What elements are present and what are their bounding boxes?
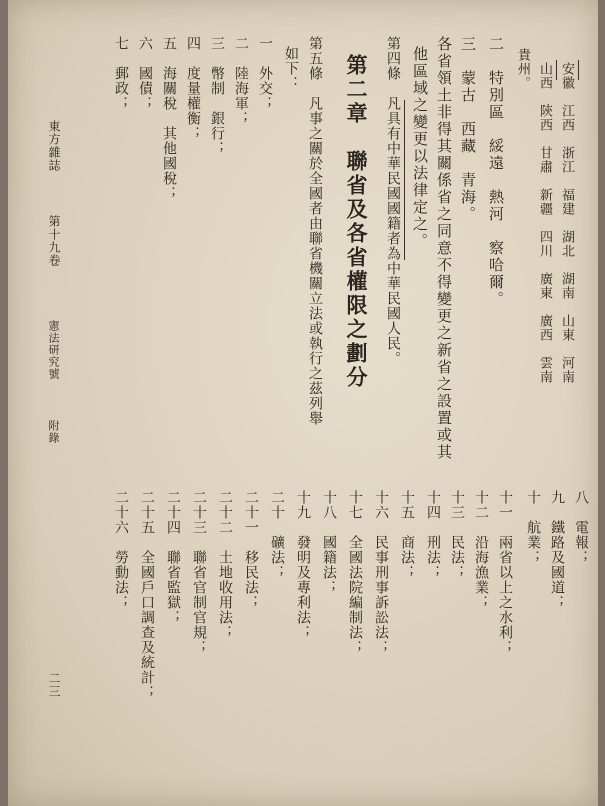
- enum-item: 十六 民事刑事訴訟法；: [373, 490, 389, 655]
- enum-item: 二十三 聯省官制官規；: [191, 490, 207, 655]
- enum-item: 五 海關稅 其他國稅；: [161, 36, 177, 201]
- enum-item: 九 鐵路及國道；: [549, 490, 565, 610]
- underline-rule: [578, 60, 579, 80]
- paragraph-territory: 各省領土非得其關係省之同意不得變更之新省之設置或其: [435, 36, 453, 461]
- enum-item: 十八 國籍法；: [321, 490, 337, 595]
- province-list-line: 山西 陝西 甘肅 新疆 四川 廣東 廣西 雲南: [537, 62, 552, 384]
- enum-item: 八 電報；: [573, 490, 589, 565]
- clause-special-regions: 二 特別區 綏遠 熱河 察哈爾。: [487, 36, 505, 308]
- enum-item: 二十六 勞動法；: [113, 490, 129, 610]
- enum-item: 十二 沿海漁業；: [473, 490, 489, 610]
- enum-item: 六 國債；: [137, 36, 153, 111]
- enum-item: 二 陸海軍；: [233, 36, 249, 126]
- article-5-cont: 如下：: [283, 46, 299, 91]
- enum-item: 十四 刑法；: [425, 490, 441, 580]
- page-number: 二三: [47, 672, 61, 698]
- article-5: 第五條 凡事之關於全國者由聯省機關立法或執行之茲列舉: [307, 36, 323, 426]
- enum-item: 二十四 聯省監獄；: [165, 490, 181, 625]
- enum-item: 一 外交；: [257, 36, 273, 111]
- enum-item: 三 幣制 銀行；: [209, 36, 225, 156]
- enum-item: 十七 全國法院編制法；: [347, 490, 363, 655]
- running-head-issue: 憲法研究號: [47, 320, 60, 380]
- enum-item: 二十二 土地收用法；: [217, 490, 233, 640]
- running-head-volume: 第十九卷: [47, 215, 61, 267]
- province-list-line: 安徽 江西 浙江 福建 湖北 湖南 山東 河南: [559, 62, 574, 384]
- enum-item: 二十五 全國戶口調查及統計；: [139, 490, 155, 700]
- enum-item: 七 郵政；: [113, 36, 129, 111]
- province-list-line: 貴州。: [515, 48, 530, 90]
- article-4: 第四條 凡具有中華民國國籍者為中華民國人民。: [385, 36, 401, 366]
- clause-mongolia-tibet: 三 蒙古 西藏 青海。: [459, 36, 477, 223]
- enum-item: 十一 兩省以上之水利；: [497, 490, 513, 655]
- enum-item: 二十一 移民法；: [243, 490, 259, 610]
- underline-rule: [404, 100, 405, 260]
- enum-item: 四 度量權衡；: [185, 36, 201, 141]
- enum-item: 十 航業；: [525, 490, 541, 565]
- enum-item: 十五 商法；: [399, 490, 415, 580]
- enum-item: 二十 礦法；: [269, 490, 285, 580]
- book-page: [8, 0, 598, 806]
- chapter-2-title: 第二章 聯省及各省權限之劃分: [344, 54, 369, 390]
- running-head-appendix: 附錄: [47, 420, 60, 444]
- underline-rule: [556, 60, 557, 80]
- enum-item: 十三 民法；: [449, 490, 465, 580]
- paragraph-territory-cont: 他區域之變更以法律定之。: [411, 46, 429, 250]
- enum-item: 十九 發明及專利法；: [295, 490, 311, 640]
- running-head-magazine: 東方雜誌: [47, 120, 61, 172]
